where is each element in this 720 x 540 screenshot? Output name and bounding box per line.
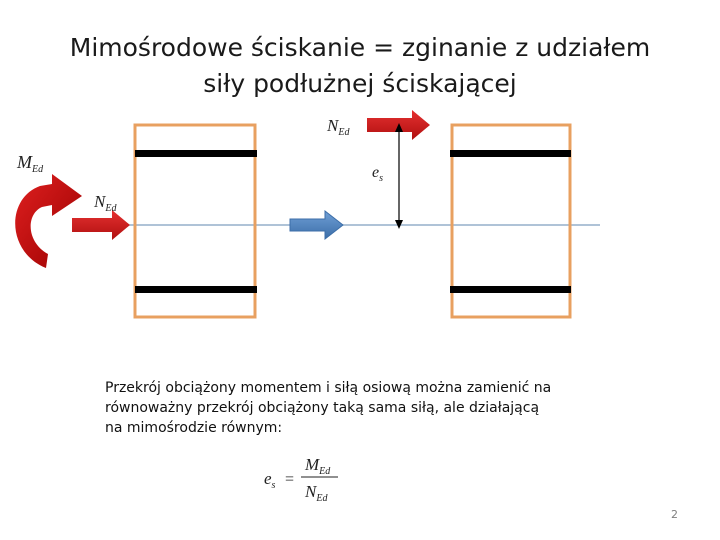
eccentricity-label: $e_s$ [372, 164, 384, 184]
page-number: 2 [671, 508, 678, 521]
eccentricity-dimension [395, 123, 403, 229]
left-bottom-flange [135, 286, 257, 293]
svg-text:=: = [285, 471, 295, 488]
title-line-1: Mimośrodowe ściskanie = zginanie z udziałem [69, 33, 651, 62]
description-line-1: Przekrój obciążony momentem i siłą osiową można zamienić na [105, 380, 552, 396]
force-arrow-left-icon [72, 210, 130, 240]
description-text [105, 378, 595, 438]
svg-text:MEd: $M_{Ed}$ [305, 455, 331, 477]
svg-text:NEd: $N_{Ed}$ [305, 482, 328, 504]
svg-text:es: $e_s$ [264, 469, 276, 491]
force-arrow-blue-icon [290, 211, 343, 239]
force-left-label: $N_{Ed}$ [94, 192, 117, 214]
force-top-label: $N_{Ed}$ [327, 116, 350, 138]
right-bottom-flange [450, 286, 571, 293]
moment-label: $M_{Ed}$ [17, 152, 44, 175]
right-top-flange [450, 150, 571, 157]
left-top-flange [135, 150, 257, 157]
eccentricity-formula [264, 455, 338, 504]
description-line-3: na mimośrodzie równym: [105, 420, 283, 436]
title-line-2: siły podłużnej ściskającej [203, 69, 517, 98]
description-line-2: równoważny przekrój obciążony taką sama siłą, ale działającą [105, 400, 540, 416]
moment-arrow-icon [15, 174, 82, 268]
